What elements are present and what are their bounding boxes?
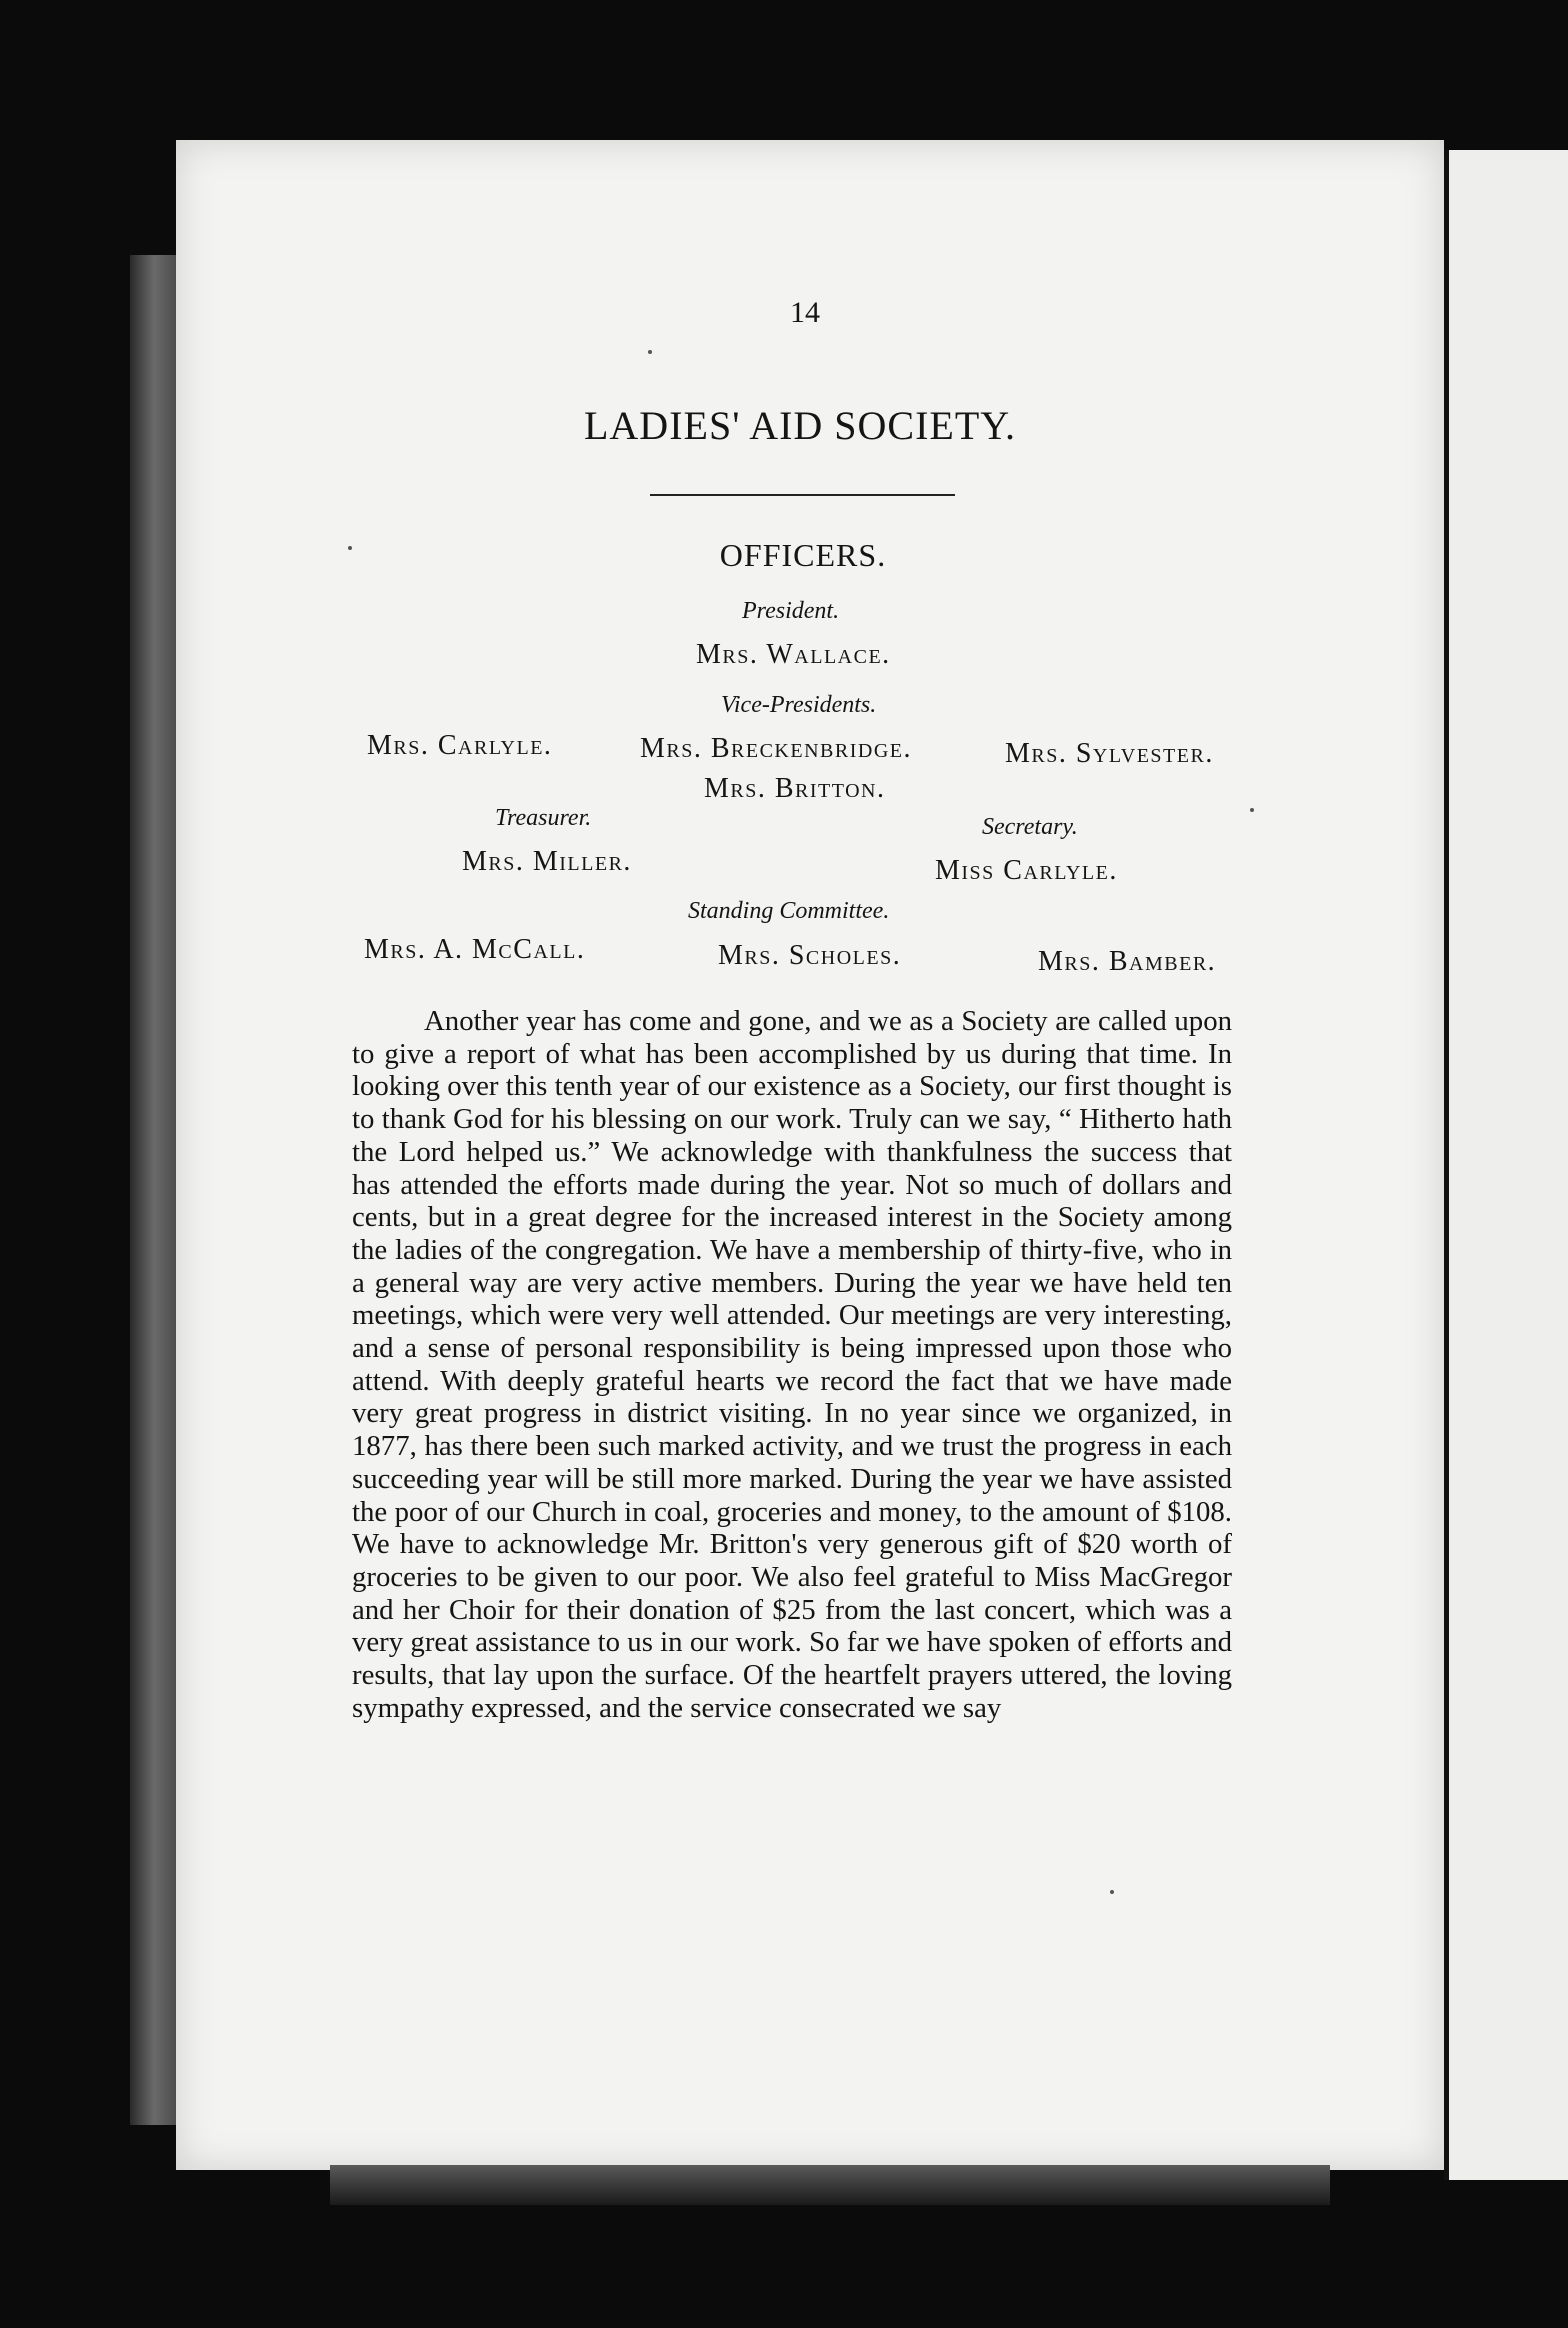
committee-member-name: Mrs. A. McCall. [364, 934, 586, 965]
vice-president-name: Mrs. Britton. [704, 773, 886, 804]
paper-speck [1250, 808, 1254, 812]
title-divider [650, 494, 955, 496]
committee-member-name: Mrs. Scholes. [718, 940, 902, 971]
vice-president-name: Mrs. Sylvester. [1005, 738, 1214, 769]
treasurer-name: Mrs. Miller. [462, 846, 632, 877]
report-paragraph: Another year has come and gone, and we as a Society are called upon to give a report of what has been accomplished by us during that time. In looking over this tenth year of our existence as a Society, our first thought is to thank God for his blessing on our work. Truly can we say, “ Hitherto hath the Lord helped us.” We acknowledge with thankfulness the success that has attended the efforts made during the year. Not so much of dollars and cents, but in a great degree for the increased interest in the Society among the ladies of the congregation. We have a membership of thirty-five, who in a general way are very active members. During the year we have held ten meetings, which were very well attended. Our meetings are very interesting, and a sense of personal responsibility is being impressed upon those who attend. With deeply grateful hearts we record the fact that we have made very great progress in district visiting. In no year since we organized, in 1877, has there been such marked activity, and we trust the progress in each succeeding year will be still more marked. During the year we have assisted the poor of our Church in coal, groceries and money, to the amount of $108. We have to acknowledge Mr. Britton's very generous gift of $20 worth of groceries to be given to our poor. We also feel grateful to Miss MacGregor and her Choir for their donation of $25 from the last concert, which was a very great assistance to us in our work. So far we have spoken of efforts and results, that lay upon the surface. Of the heartfelt prayers uttered, the loving sympathy expressed, and the service consecrated we say [352, 1005, 1232, 1724]
vice-presidents-label: Vice-Presidents. [721, 692, 877, 718]
vice-president-name: Mrs. Breckenbridge. [640, 733, 912, 764]
page-bottom-shadow [330, 2165, 1330, 2205]
secretary-name: Miss Carlyle. [935, 855, 1118, 886]
treasurer-label: Treasurer. [495, 805, 592, 831]
president-name: Mrs. Wallace. [696, 639, 891, 670]
officers-heading: OFFICERS. [719, 537, 887, 573]
page-number: 14 [790, 296, 820, 329]
vice-president-name: Mrs. Carlyle. [367, 730, 553, 761]
paper-speck [1110, 1890, 1114, 1894]
committee-member-name: Mrs. Bamber. [1038, 946, 1217, 977]
section-title: LADIES' AID SOCIETY. [583, 403, 1017, 448]
secretary-label: Secretary. [982, 814, 1078, 840]
standing-committee-label: Standing Committee. [688, 898, 890, 924]
adjacent-page-edge [1444, 150, 1568, 2180]
paper-speck [648, 350, 652, 354]
president-label: President. [742, 598, 840, 624]
